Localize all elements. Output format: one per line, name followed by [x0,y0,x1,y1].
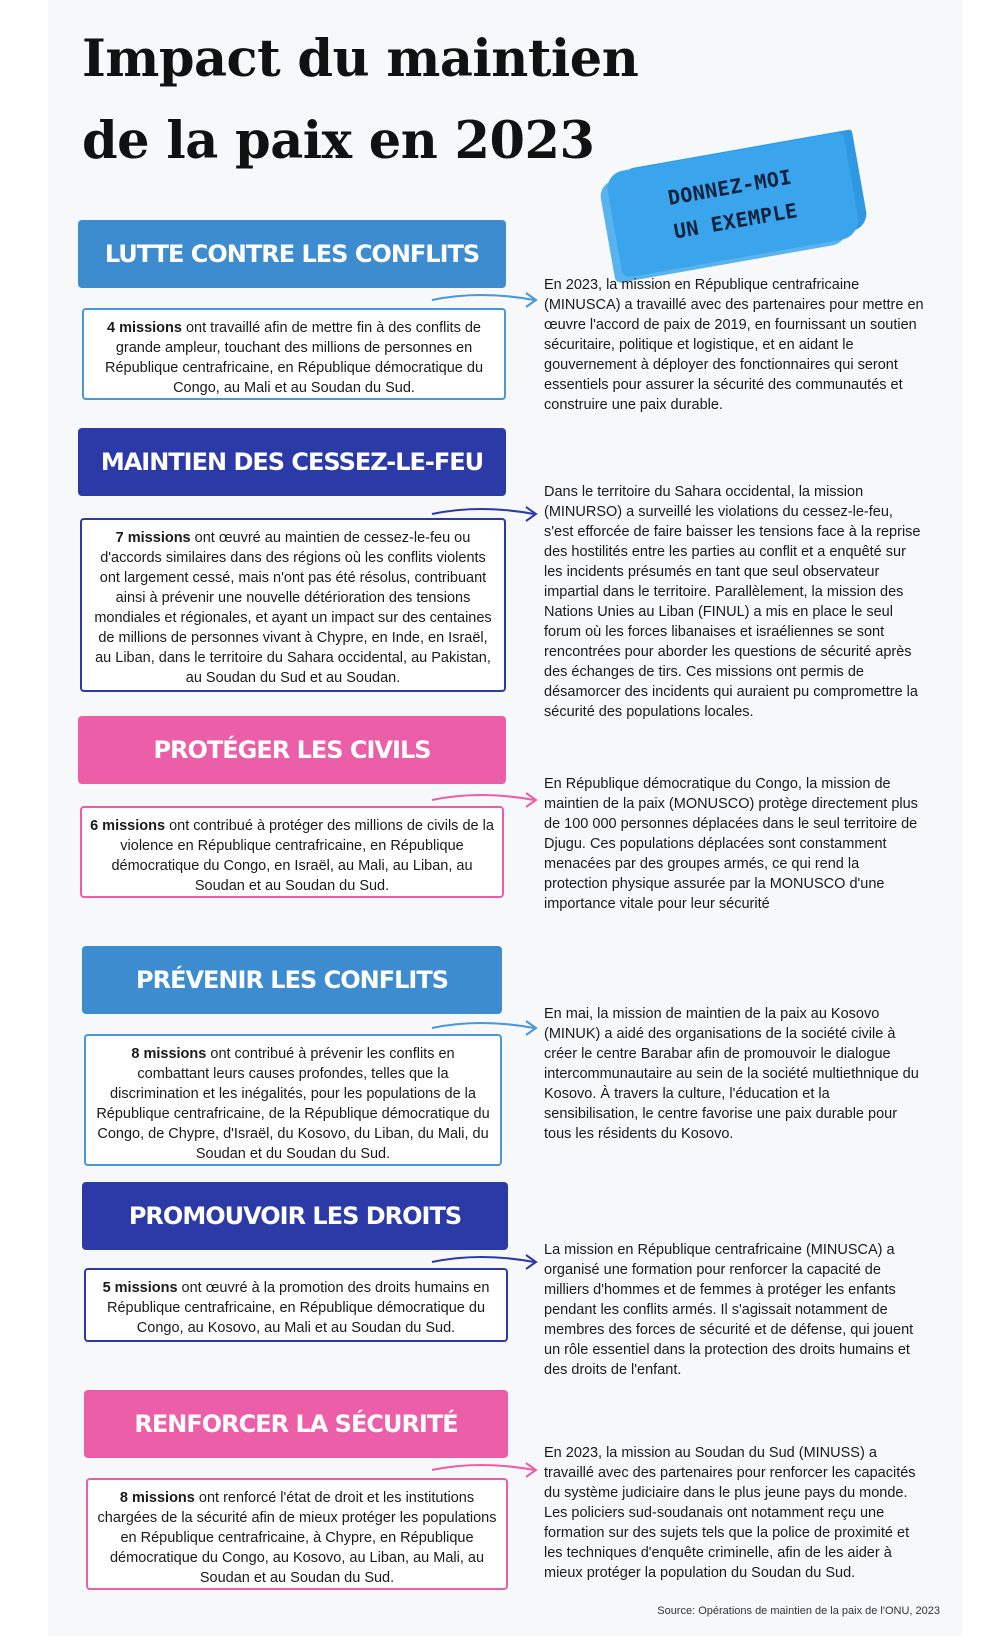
section-header-security [84,1390,508,1458]
title-line-1: Impact du maintien [82,29,639,89]
arrow-right-icon [430,500,542,526]
source-note: Source: Opérations de maintien de la paix de l'ONU, 2023 [657,1605,940,1617]
arrow-right-icon [430,286,542,312]
section-summary-prevent-conflicts [84,1034,502,1166]
section-header-label: PROMOUVOIR LES DROITS [128,1202,462,1230]
section-header-active-conflicts [78,220,506,288]
arrow-right-icon [430,1456,542,1482]
summary-text: ont œuvré au maintien de cessez-le-feu ou d'accords similaires dans des régions où les conflits violents ont largement cessé, mais n'ont pas été résolus, contribuant ainsi à prévenir une nouvelle détérioration des tensions mondiales et régionales, et ayant un impact sur des centaines de millions de personnes vivant à Chypre, en Inde, en Israël, au Liban, dans le territoire du Sahara occidental, au Pakistan, au Soudan du Sud et au Soudan. [94,530,492,686]
mission-count: 4 missions [107,320,182,336]
example-text-security: En 2023, la mission au Soudan du Sud (MINUSS) a travaillé avec des partenaires pour renforcer les capacités du système judiciaire dans le plus jeune pays du monde. Les policiers sud-soudanais ont notamment reçu une formation sur des sujets tels que la police de proximité et les techniques d'enquête criminelle, afin de les aider à mieux protéger la population du Soudan du Sud. [544,1445,916,1581]
mission-count: 8 missions [131,1046,207,1062]
section-header-label: PRÉVENIR LES CONFLITS [136,966,448,994]
mission-count: 5 missions [102,1280,178,1296]
summary-text: ont contribué à prévenir les conflits en combattant leurs causes profondes, telles que la discrimination et les inégalités, pour les populations de la République centrafricaine, de la République démocratique du Congo, de Chypre, d'Israël, du Kosovo, du Liban, du Mali, du Soudan et du Soudan du Sud. [96,1046,490,1162]
arrow-right-icon [430,1248,542,1274]
summary-text: ont œuvré à la promotion des droits humains en République centrafricaine, en République démocratique du Congo, au Kosovo, au Mali et au Soudan du Sud. [106,1280,490,1336]
stamp-line-2: UN EXEMPLE [671,198,800,244]
summary-text: ont travaillé afin de mettre fin à des conflits de grande ampleur, touchant des millions de personnes en République centrafricaine, en République démocratique du Congo, au Mali et au Soudan du Sud. [104,320,484,396]
section-header-label: MAINTIEN DES CESSEZ-LE-FEU [100,448,484,476]
section-summary-active-conflicts [82,308,506,400]
arrow-right-icon [430,1014,542,1040]
mission-count: 6 missions [90,818,166,834]
section-header-label: RENFORCER LA SÉCURITÉ [134,1410,458,1438]
section-summary-security [86,1478,508,1590]
section-summary-ceasefires [80,518,506,692]
section-header-human-rights [82,1182,508,1250]
section-header-ceasefires [78,428,506,496]
title-line-2: de la paix en 2023 [82,111,595,171]
section-summary-human-rights [84,1268,508,1342]
section-header-protect-civilians [78,716,506,784]
section-header-label: PROTÉGER LES CIVILS [153,736,431,764]
section-summary-protect-civilians [80,806,504,898]
summary-text: ont renforcé l'état de droit et les institutions chargées de la sécurité afin de mieux protéger les populations en République centrafricaine, à Chypre, en République démocratique du Congo, au Kosovo, au Liban, au Mali, au Soudan et au Soudan du Sud. [97,1490,497,1586]
page-title [82,18,638,182]
arrow-right-icon [430,786,542,812]
stamp-line-1: DONNEZ-MOI [666,164,794,210]
example-text-ceasefires: Dans le territoire du Sahara occidental, la mission (MINURSO) a surveillé les violations du cessez-le-feu, s'est efforcée de faire baisser les tensions face à la reprise des hostilités entre les parties au conflit et a enquêté sur les incidents présumés en tant que seul observateur impartial dans le territoire. Parallèlement, la mission des Nations Unies au Liban (FINUL) a mis en place le seul forum où les forces libanaises et israéliennes se sont rencontrées pour aborder les questions de sécurité après des échanges de tirs. Ces missions ont permis de désamorcer des incidents qui auraient pu compromettre la sécurité des populations locales. [544,484,921,720]
section-header-label: LUTTE CONTRE LES CONFLITS [104,240,480,268]
example-text-human-rights: La mission en République centrafricaine (MINUSCA) a organisé une formation pour renforcer la capacité de milliers d'hommes et de femmes à protéger les enfants pendant les conflits armés. Il s'agissait notamment de membres des forces de sécurité et de défense, qui jouent un rôle essentiel dans la protection des droits humains et des droits de l'enfant. [544,1242,914,1378]
mission-count: 8 missions [119,1490,195,1506]
mission-count: 7 missions [115,530,191,546]
summary-text: ont contribué à protéger des millions de civils de la violence en République centrafricaine, en République démocratique du Congo, en Israël, au Mali, au Liban, au Soudan et au Soudan du Sud. [111,818,494,894]
section-header-prevent-conflicts [82,946,502,1014]
example-text-active-conflicts: En 2023, la mission en République centrafricaine (MINUSCA) a travaillé avec des partenaires pour mettre en œuvre l'accord de paix de 2019, en fournissant un soutien sécuritaire, politique et logistique, et en aidant le gouvernement à déployer des fonctionnaires qui seront essentiels pour assurer la sécurité des communautés et construire une paix durable. [544,277,924,413]
example-text-protect-civilians: En République démocratique du Congo, la mission de maintien de la paix (MONUSCO) protège directement plus de 100 000 personnes déplacées dans le seul territoire de Djugu. Ces populations déplacées sont constamment menacées par des groupes armés, ce qui rend la protection physique assurée par la MONUSCO d'une importance vitale pour leur sécurité [544,776,918,912]
example-text-prevent-conflicts: En mai, la mission de maintien de la paix au Kosovo (MINUK) a aidé des organisations de la société civile à créer le centre Barabar afin de promouvoir le dialogue intercommunautaire au sein de la société multiethnique du Kosovo. À travers la culture, l'éducation et la sensibilisation, le centre favorise une paix durable pour tous les résidents du Kosovo. [544,1006,919,1142]
